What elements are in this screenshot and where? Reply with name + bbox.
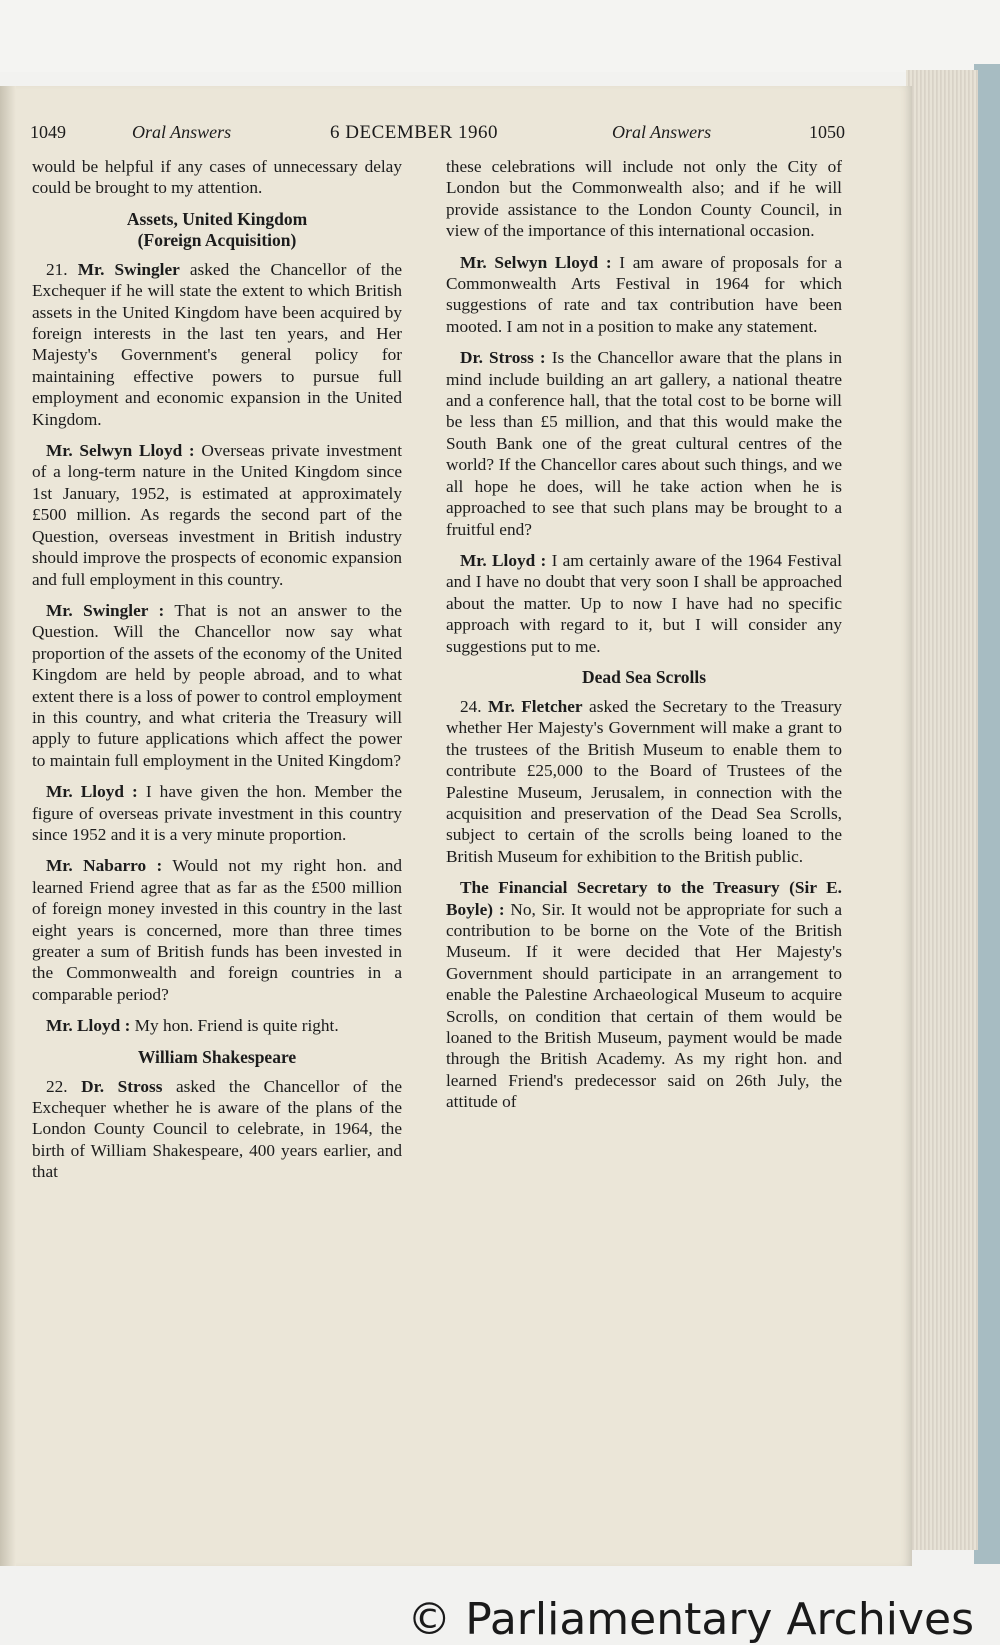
question-21 [32,259,402,430]
page-gutter [0,86,16,1566]
question-22 [32,1076,402,1183]
speech-text: asked the Chancellor of the Exchequer if he will state the extent to which British assets in the United Kingdom have been acquired by foreign interests in the last ten years, and Her Majesty's Government's general policy for maintaining effective powers to pursue full employment and economic expansion in the United Kingdom. [32,259,402,429]
book-background [0,0,1000,72]
answer-paragraph [32,781,402,845]
speaker-name: Mr. Lloyd : [46,782,138,802]
continued-paragraph: these celebrations will include not only the City of London but the Commonwealth also; and if he will provide assistance to the London County Council, in view of the importance of this international occasion. [446,157,842,241]
speaker-name: Mr. Lloyd : [460,550,547,570]
answer-paragraph [32,440,402,590]
speech-text: No, Sir. It would not be appropriate for such a contribution to be borne on the Vote of the British Museum. If it were decided that Her Majesty's Government should participate in an arrangement to enable the Palestine Archaeological Museum to acquire Scrolls, on condition that certain of them would be loaned to the British Museum, payment would be made through the British Academy. As my right hon. and learned Friend's predecessor said on 26th July, the attitude of [446,899,842,1112]
answer-paragraph [446,252,842,338]
answer-paragraph [32,1015,402,1036]
right-column [446,156,842,1123]
speaker-name: Mr. Swingler : [46,600,165,620]
section-heading-shakespeare: William Shakespeare [137,1046,297,1067]
supplementary-paragraph [446,347,842,540]
question-number: 24. [460,696,482,716]
speech-text: My hon. Friend is quite right. [134,1016,339,1036]
right-running-title: Oral Answers [612,122,712,142]
answer-paragraph [446,877,842,1112]
speaker-name: Dr. Stross : [460,348,546,368]
question-24 [446,696,842,867]
speaker-name: Mr. Swingler [77,259,180,279]
speaker-name: Mr. Selwyn Lloyd : [460,252,612,272]
right-page-number: 1050 [809,122,845,142]
speaker-name: Mr. Nabarro : [46,856,163,876]
speech-text: Is the Chancellor aware that the plans in mind include building an art gallery, a national theatre and a conference hall, that the total cost to be borne will be less than £5 million, and that this would make the South Bank one of the great cultural centres of the world? If the Chancellor cares about such things, and we all hope he does, will he take action when he is approached to see that such plans may be brought to a fruitful end? [446,348,842,539]
section-heading-assets [32,209,402,251]
speaker-name: The Financial Secretary to the Treasury (Sir E. Boyle) : [446,878,842,919]
speech-text: Would not my right hon. and learned Friend agree that as far as the £500 million of foreign money invested in this country in the last eight years is concerned, more than three times greater a sum of British funds has been invested in the Commonwealth and foreign countries in a comparable period? [32,856,403,1004]
speech-text: That is not an answer to the Question. Will the Chancellor now say what proportion of the assets of the economy of the United Kingdom are held by people abroad, and to what extent there is a loss of power to control employment in this country, and what criteria the Treasury will apply to future applications which affect the power to maintain full employment in the United Kingdom? [32,600,402,770]
section-heading-dead-sea-scrolls: Dead Sea Scrolls [581,666,707,687]
speech-text: I am aware of proposals for a Commonwealth Arts Festival in 1964 for which suggestions of rate and tax contribution have been mooted. I am not in a position to make any statement. [446,252,842,336]
heading-line: (Foreign Acquisition) [137,229,297,250]
copyright-watermark: © Parliamentary Archives [407,1594,974,1645]
left-column [32,156,402,1193]
supplementary-paragraph [32,855,402,1005]
speaker-name: Dr. Stross [81,1076,163,1096]
header-date: 6 DECEMBER 1960 [330,122,498,143]
question-number: 22. [46,1076,68,1096]
speaker-name: Mr. Selwyn Lloyd : [46,441,195,461]
speech-text: asked the Chancellor of the Exchequer whether he is aware of the plans of the London County Council to celebrate, in 1964, the birth of William Shakespeare, 400 years earlier, and that [32,1076,402,1182]
speech-text: Overseas private investment of a long-term nature in the United Kingdom since 1st January, 1952, is estimated at approximately £500 million. As regards the second part of the Question, overseas investment in British industry should improve the prospects of economic expansion and full employment in this country. [32,441,402,589]
left-running-title: Oral Answers [132,122,232,142]
speech-text: asked the Secretary to the Treasury whether Her Majesty's Government will make a grant to the trustees of the British Museum to enable them to contribute £25,000 to the Board of Trustees of the Palestine Museum, Jerusalem, in connection with the acquisition and preservation of the Dead Sea Scrolls, subject to certain of the scrolls being loaned to the British Museum for exhibition to the British public. [446,696,842,866]
speech-text: I am certainly aware of the 1964 Festival and I have no doubt that very soon I shall be approached about the matter. Up to now I have had no specific approach with regard to it, but I will consider any suggestions put to me. [446,550,842,656]
supplementary-paragraph [32,600,402,771]
question-number: 21. [46,259,68,279]
running-header [30,122,845,148]
left-page-number: 1049 [30,122,66,142]
answer-paragraph [446,550,842,657]
page-edges [906,70,978,1550]
speaker-name: Mr. Lloyd : [46,1016,131,1036]
heading-line: Assets, United Kingdom [126,208,308,229]
continued-paragraph: would be helpful if any cases of unnecessary delay could be brought to my attention. [32,157,402,198]
speech-text: I have given the hon. Member the figure of overseas private investment in this country since 1952 and it is a very minute proportion. [32,782,402,844]
speaker-name: Mr. Fletcher [488,696,583,716]
